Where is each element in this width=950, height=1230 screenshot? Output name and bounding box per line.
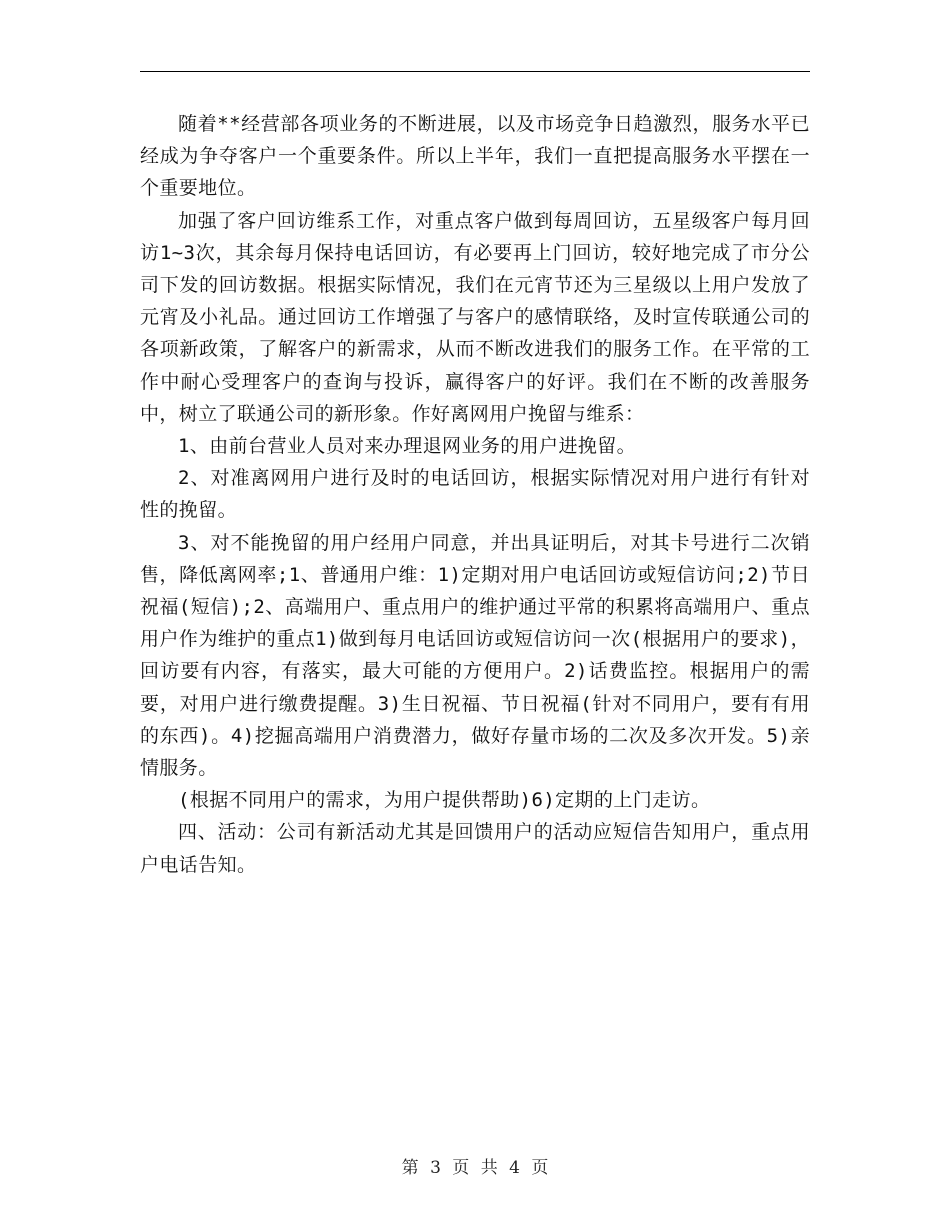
header-rule xyxy=(140,71,810,72)
paragraph-retention-item-1: 1、由前台营业人员对来办理退网业务的用户进挽留。 xyxy=(178,435,637,458)
paragraph-service-level: 随着**经营部各项业务的不断进展，以及市场竞争日趋激烈，服务水平已经成为争夺客户一个重要条件。所以上半年，我们一直把提高服务水平摆在一个重要地位。 xyxy=(140,113,810,200)
footer-total-pages: 4 xyxy=(509,1158,520,1178)
document-body xyxy=(140,108,810,881)
paragraph-retention-item-3: 3、对不能挽留的用户经用户同意，并出具证明后，对其卡号进行二次销售，降低离网率;1、普通用户维：1)定期对用户电话回访或短信访问;2)节日祝福(短信);2、高端用户、重点用户的维护通过平常的积累将高端用户、重点用户作为维护的重点1)做到每月电话回访或短信访问一次(根据用户的要求)，回访要有内容，有落实，最大可能的方便用户。2)话费监控。根据用户的需要，对用户进行缴费提醒。3)生日祝福、节日祝福(针对不同用户，要有有用的东西)。4)挖掘高端用户消费潜力，做好存量市场的二次及多次开发。5)亲情服务。 xyxy=(140,531,810,780)
footer-page-suffix: 页 xyxy=(531,1158,549,1178)
footer-total-prefix: 共 xyxy=(480,1158,498,1178)
footer-page-label: 页 xyxy=(452,1158,470,1178)
page-footer xyxy=(0,1153,950,1178)
paragraph-activities: 四、活动：公司有新活动尤其是回馈用户的活动应短信告知用户，重点用户电话告知。 xyxy=(140,821,810,876)
footer-page-prefix: 第 xyxy=(401,1158,419,1178)
paragraph-retention-item-2: 2、对准离网用户进行及时的电话回访，根据实际情况对用户进行有针对性的挽留。 xyxy=(140,467,810,522)
paragraph-customer-visits: 加强了客户回访维系工作，对重点客户做到每周回访，五星级客户每月回访1~3次，其余每月保持电话回访，有必要再上门回访，较好地完成了市分公司下发的回访数据。根据实际情况，我们在元宵节还为三星级以上用户发放了元宵及小礼品。通过回访工作增强了与客户的感情联络，及时宣传联通公司的各项新政策，了解客户的新需求，从而不断改进我们的服务工作。在平常的工作中耐心受理客户的查询与投诉，赢得客户的好评。我们在不断的改善服务中，树立了联通公司的新形象。作好离网用户挽留与维系： xyxy=(140,209,810,425)
paragraph-onsite-visits: (根据不同用户的需求，为用户提供帮助)6)定期的上门走访。 xyxy=(178,789,711,812)
footer-current-page: 3 xyxy=(430,1158,441,1178)
